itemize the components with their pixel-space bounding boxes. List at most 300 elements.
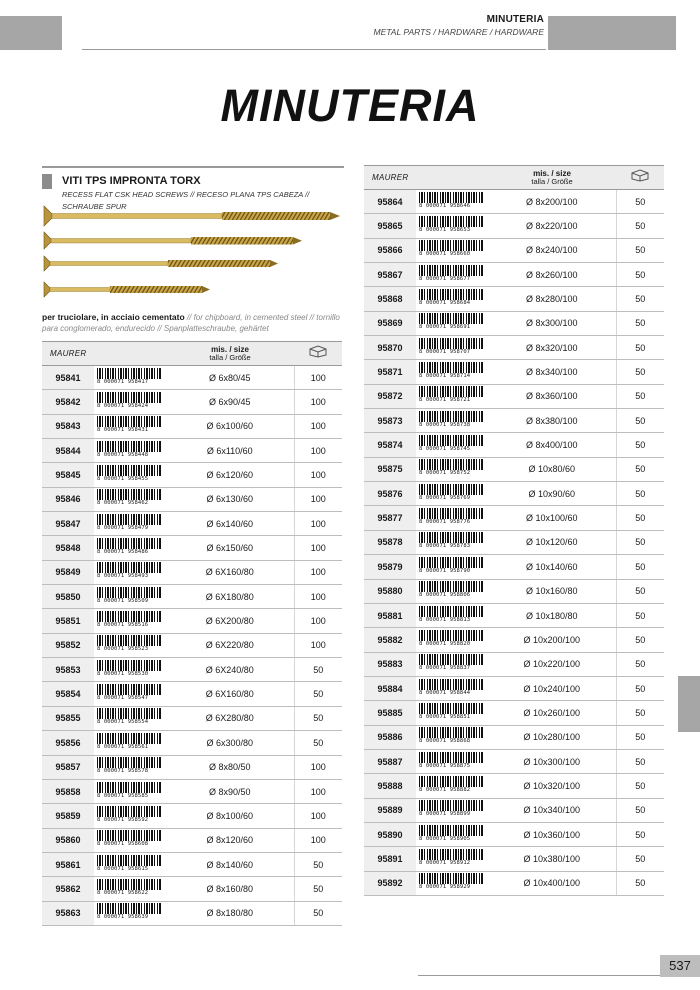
- barcode-number: 8 000071 958677: [419, 275, 471, 282]
- table-row: [42, 779, 342, 803]
- barcode-number: 8 000071 958547: [97, 695, 149, 702]
- brand-logo: MAURER: [364, 166, 416, 190]
- table-row: [364, 190, 664, 214]
- barcode-bars: [419, 727, 483, 738]
- barcode: [416, 311, 488, 335]
- pack-quantity: 50: [616, 725, 664, 749]
- product-code: 95870: [364, 336, 416, 360]
- barcode-bars: [97, 782, 161, 793]
- product-code: 95868: [364, 287, 416, 311]
- product-code: 95849: [42, 560, 94, 584]
- table-row: [42, 439, 342, 463]
- size-value: Ø 6x140/60: [166, 512, 294, 536]
- pack-quantity: 50: [616, 506, 664, 530]
- size-value: Ø 6X180/80: [166, 585, 294, 609]
- box-icon: [294, 342, 342, 366]
- size-value: Ø 10x220/100: [488, 652, 616, 676]
- pack-quantity: 50: [616, 871, 664, 895]
- size-value: Ø 10x360/100: [488, 822, 616, 846]
- size-value: Ø 8x360/100: [488, 384, 616, 408]
- barcode-bars: [97, 562, 161, 573]
- table-row: [364, 214, 664, 238]
- product-code: 95848: [42, 536, 94, 560]
- side-thumb-tab: [678, 676, 700, 732]
- barcode: [94, 536, 166, 560]
- product-code: 95877: [364, 506, 416, 530]
- product-code: 95851: [42, 609, 94, 633]
- table-row: [364, 457, 664, 481]
- pack-quantity: 100: [294, 366, 342, 390]
- table-row: [364, 433, 664, 457]
- barcode: [94, 731, 166, 755]
- barcode-number: 8 000071 958875: [419, 762, 471, 769]
- barcode-bars: [419, 873, 483, 884]
- table-row: [42, 585, 342, 609]
- pack-quantity: 50: [616, 457, 664, 481]
- size-header: [166, 342, 294, 366]
- size-value: Ø 8x340/100: [488, 360, 616, 384]
- pack-quantity: 50: [616, 579, 664, 603]
- size-value: Ø 10x200/100: [488, 628, 616, 652]
- barcode-bars: [97, 514, 161, 525]
- size-value: Ø 10x340/100: [488, 798, 616, 822]
- size-header: [488, 166, 616, 190]
- barcode: [416, 482, 488, 506]
- barcode-number: 8 000071 958882: [419, 786, 471, 793]
- table-row: [364, 360, 664, 384]
- product-code: 95862: [42, 877, 94, 901]
- barcode-bars: [419, 386, 483, 397]
- product-code: 95879: [364, 555, 416, 579]
- table-row: [364, 336, 664, 360]
- size-value: Ø 8x120/60: [166, 828, 294, 852]
- barcode-number: 8 000071 958844: [419, 689, 471, 696]
- table-row: [42, 512, 342, 536]
- product-code: 95854: [42, 682, 94, 706]
- pack-quantity: 50: [616, 190, 664, 214]
- barcode: [416, 214, 488, 238]
- table-header-row: [42, 342, 342, 366]
- pack-quantity: 50: [616, 822, 664, 846]
- size-value: Ø 6X160/80: [166, 682, 294, 706]
- product-code: 95875: [364, 457, 416, 481]
- barcode-number: 8 000071 958455: [97, 476, 149, 483]
- size-header-label: mis. / size: [211, 344, 249, 354]
- product-code: 95874: [364, 433, 416, 457]
- table-row: [364, 482, 664, 506]
- size-value: Ø 8x320/100: [488, 336, 616, 360]
- barcode-number: 8 000071 958721: [419, 397, 471, 404]
- pack-quantity: 50: [616, 603, 664, 627]
- barcode-bars: [419, 313, 483, 324]
- description-main: per truciolare, in acciaio cementato: [42, 312, 185, 322]
- barcode-bars: [97, 757, 161, 768]
- size-value: Ø 10x300/100: [488, 749, 616, 773]
- barcode: [94, 779, 166, 803]
- table-row: [42, 828, 342, 852]
- barcode: [416, 190, 488, 214]
- barcode-bars: [97, 416, 161, 427]
- header-tab-left: [0, 16, 62, 50]
- size-value: Ø 8x200/100: [488, 190, 616, 214]
- pack-quantity: 50: [616, 652, 664, 676]
- product-code: 95860: [42, 828, 94, 852]
- product-code: 95863: [42, 901, 94, 925]
- pack-quantity: 100: [294, 414, 342, 438]
- footer-divider: [418, 975, 660, 976]
- table-row: [364, 311, 664, 335]
- table-row: [364, 847, 664, 871]
- pack-quantity: 50: [616, 214, 664, 238]
- table-row: [42, 877, 342, 901]
- barcode: [416, 433, 488, 457]
- barcode: [416, 701, 488, 725]
- barcode-bars: [419, 240, 483, 251]
- table-row: [364, 676, 664, 700]
- barcode-number: 8 000071 958745: [419, 446, 471, 453]
- size-value: Ø 8x140/60: [166, 852, 294, 876]
- barcode-number: 8 000071 958707: [419, 348, 471, 355]
- size-value: Ø 10x240/100: [488, 676, 616, 700]
- barcode-bars: [419, 849, 483, 860]
- screws-image: [42, 202, 342, 310]
- barcode: [94, 755, 166, 779]
- product-code: 95880: [364, 579, 416, 603]
- product-code: 95864: [364, 190, 416, 214]
- barcode-bars: [419, 703, 483, 714]
- product-code: 95892: [364, 871, 416, 895]
- barcode-number: 8 000071 958813: [419, 616, 471, 623]
- barcode: [94, 877, 166, 901]
- barcode: [94, 463, 166, 487]
- size-value: Ø 8x180/80: [166, 901, 294, 925]
- product-code: 95852: [42, 633, 94, 657]
- barcode-bars: [97, 489, 161, 500]
- pack-quantity: 100: [294, 633, 342, 657]
- product-code: 95846: [42, 487, 94, 511]
- barcode: [94, 706, 166, 730]
- barcode-number: 8 000071 958905: [419, 835, 471, 842]
- barcode-bars: [419, 338, 483, 349]
- product-code: 95873: [364, 409, 416, 433]
- barcode: [94, 390, 166, 414]
- barcode-number: 8 000071 958622: [97, 889, 149, 896]
- barcode-bars: [97, 708, 161, 719]
- pack-quantity: 50: [616, 701, 664, 725]
- barcode: [416, 506, 488, 530]
- barcode-number: 8 000071 958646: [419, 202, 471, 209]
- pack-quantity: 50: [616, 336, 664, 360]
- product-code: 95855: [42, 706, 94, 730]
- product-code: 95882: [364, 628, 416, 652]
- pack-quantity: 50: [616, 384, 664, 408]
- pack-quantity: 50: [616, 238, 664, 262]
- product-code: 95844: [42, 439, 94, 463]
- barcode: [416, 287, 488, 311]
- barcode-number: 8 000071 958561: [97, 743, 149, 750]
- barcode-bars: [97, 733, 161, 744]
- screw-3: [44, 256, 278, 271]
- barcode-number: 8 000071 958837: [419, 665, 471, 672]
- table-row: [364, 603, 664, 627]
- barcode-number: 8 000071 958615: [97, 865, 149, 872]
- barcode-number: 8 000071 958493: [97, 573, 149, 580]
- size-value: Ø 8x160/80: [166, 877, 294, 901]
- barcode: [416, 555, 488, 579]
- barcode-number: 8 000071 958868: [419, 738, 471, 745]
- size-value: Ø 8x100/60: [166, 804, 294, 828]
- product-header-rule: [42, 166, 344, 168]
- size-value: Ø 6X160/80: [166, 560, 294, 584]
- barcode-bars: [419, 606, 483, 617]
- table-row: [364, 263, 664, 287]
- pack-quantity: 50: [616, 749, 664, 773]
- barcode-bars: [419, 557, 483, 568]
- table-row: [364, 725, 664, 749]
- screw-2: [44, 232, 302, 249]
- barcode: [94, 560, 166, 584]
- barcode-bars: [97, 635, 161, 646]
- size-value: Ø 10x400/100: [488, 871, 616, 895]
- barcode-bars: [419, 630, 483, 641]
- barcode-bars: [419, 484, 483, 495]
- barcode: [94, 682, 166, 706]
- barcode-number: 8 000071 958608: [97, 841, 149, 848]
- pack-quantity: 100: [294, 560, 342, 584]
- pack-quantity: 50: [616, 482, 664, 506]
- product-code: 95850: [42, 585, 94, 609]
- pack-quantity: 50: [616, 847, 664, 871]
- size-value: Ø 10x280/100: [488, 725, 616, 749]
- pack-quantity: 50: [616, 311, 664, 335]
- barcode: [416, 263, 488, 287]
- pack-quantity: 50: [294, 658, 342, 682]
- barcode: [94, 439, 166, 463]
- barcode: [94, 585, 166, 609]
- header-divider: [82, 49, 546, 50]
- product-code: 95871: [364, 360, 416, 384]
- barcode: [416, 798, 488, 822]
- table-row: [364, 238, 664, 262]
- barcode-bars: [97, 830, 161, 841]
- product-code: 95853: [42, 658, 94, 682]
- pack-quantity: 100: [294, 463, 342, 487]
- table-row: [364, 579, 664, 603]
- screw-4: [44, 282, 210, 297]
- barcode-bars: [419, 752, 483, 763]
- barcode: [94, 366, 166, 390]
- pack-quantity: 50: [616, 676, 664, 700]
- barcode-number: 8 000071 958684: [419, 300, 471, 307]
- product-code: 95847: [42, 512, 94, 536]
- product-code: 95885: [364, 701, 416, 725]
- barcode: [416, 579, 488, 603]
- pack-quantity: 100: [294, 390, 342, 414]
- table-row: [42, 731, 342, 755]
- size-value: Ø 6x300/80: [166, 731, 294, 755]
- pack-quantity: 100: [294, 779, 342, 803]
- barcode: [416, 336, 488, 360]
- size-value: Ø 6x130/60: [166, 487, 294, 511]
- barcode: [416, 360, 488, 384]
- table-row: [364, 287, 664, 311]
- product-name: VITI TPS IMPRONTA TORX: [62, 175, 201, 187]
- pack-quantity: 50: [294, 852, 342, 876]
- product-code: 95841: [42, 366, 94, 390]
- table-row: [364, 822, 664, 846]
- barcode-bars: [419, 216, 483, 227]
- pack-quantity: 100: [294, 609, 342, 633]
- barcode: [416, 725, 488, 749]
- barcode: [416, 676, 488, 700]
- barcode-number: 8 000071 958776: [419, 519, 471, 526]
- table-row: [42, 755, 342, 779]
- product-code: 95876: [364, 482, 416, 506]
- table-row: [364, 506, 664, 530]
- table-row: [364, 628, 664, 652]
- size-value: Ø 8x260/100: [488, 263, 616, 287]
- barcode-number: 8 000071 958660: [419, 251, 471, 258]
- barcode: [416, 822, 488, 846]
- table-row: [364, 652, 664, 676]
- barcode-number: 8 000071 958479: [97, 524, 149, 531]
- product-code: 95842: [42, 390, 94, 414]
- size-value: Ø 8x220/100: [488, 214, 616, 238]
- barcode-number: 8 000071 958530: [97, 670, 149, 677]
- barcode-number: 8 000071 958462: [97, 500, 149, 507]
- barcode-number: 8 000071 958639: [97, 914, 149, 921]
- size-value: Ø 8x300/100: [488, 311, 616, 335]
- barcode-number: 8 000071 958578: [97, 768, 149, 775]
- barcode-number: 8 000071 958509: [97, 597, 149, 604]
- barcode: [416, 384, 488, 408]
- barcode-number: 8 000071 958448: [97, 451, 149, 458]
- product-translations: RECESS FLAT CSK HEAD SCREWS // RECESO PLANA TPS CABEZA // SCHRAUBE SPUR: [62, 190, 310, 211]
- product-code: 95861: [42, 852, 94, 876]
- pack-quantity: 100: [294, 512, 342, 536]
- product-code: 95867: [364, 263, 416, 287]
- header-subtitle: METAL PARTS / HARDWARE / HARDWARE: [373, 27, 544, 37]
- size-value: Ø 10x100/60: [488, 506, 616, 530]
- product-code: 95856: [42, 731, 94, 755]
- barcode-number: 8 000071 958851: [419, 713, 471, 720]
- table-row: [42, 633, 342, 657]
- barcode-bars: [97, 684, 161, 695]
- size-value: Ø 10x90/60: [488, 482, 616, 506]
- table-header-row: [364, 166, 664, 190]
- barcode: [416, 628, 488, 652]
- size-value: Ø 6X220/80: [166, 633, 294, 657]
- barcode-bars: [419, 192, 483, 203]
- size-value: Ø 6x120/60: [166, 463, 294, 487]
- size-header-sub: talla / Größe: [209, 352, 251, 362]
- pack-quantity: 50: [616, 530, 664, 554]
- pack-quantity: 50: [294, 731, 342, 755]
- product-code: 95887: [364, 749, 416, 773]
- barcode-bars: [419, 800, 483, 811]
- product-table-left: [42, 341, 342, 926]
- barcode: [416, 530, 488, 554]
- size-value: Ø 6x90/45: [166, 390, 294, 414]
- barcode: [94, 828, 166, 852]
- barcode-bars: [419, 776, 483, 787]
- barcode-number: 8 000071 958523: [97, 646, 149, 653]
- barcode-bars: [97, 538, 161, 549]
- table-row: [42, 609, 342, 633]
- barcode-number: 8 000071 958554: [97, 719, 149, 726]
- header-tab-right: [548, 16, 676, 50]
- pack-quantity: 50: [616, 287, 664, 311]
- pack-quantity: 100: [294, 828, 342, 852]
- product-description: [42, 312, 342, 334]
- product-code: 95878: [364, 530, 416, 554]
- barcode-number: 8 000071 958912: [419, 859, 471, 866]
- brand-logo: MAURER: [42, 342, 94, 366]
- pack-quantity: 50: [616, 628, 664, 652]
- barcode: [94, 487, 166, 511]
- table-row: [42, 852, 342, 876]
- barcode-bars: [97, 392, 161, 403]
- pack-quantity: 100: [294, 804, 342, 828]
- pack-quantity: 50: [616, 774, 664, 798]
- barcode-bars: [97, 587, 161, 598]
- barcode: [94, 804, 166, 828]
- barcode-number: 8 000071 958653: [419, 227, 471, 234]
- barcode-bars: [419, 411, 483, 422]
- table-row: [42, 414, 342, 438]
- pack-quantity: 100: [294, 439, 342, 463]
- size-value: Ø 10x160/80: [488, 579, 616, 603]
- barcode: [416, 774, 488, 798]
- barcode-bars: [97, 855, 161, 866]
- product-code: 95884: [364, 676, 416, 700]
- barcode-number: 8 000071 958486: [97, 549, 149, 556]
- size-value: Ø 10x180/80: [488, 603, 616, 627]
- size-value: Ø 6x80/45: [166, 366, 294, 390]
- page-number: 537: [660, 955, 700, 977]
- size-header-sub: talla / Größe: [531, 176, 573, 186]
- pack-quantity: 100: [294, 585, 342, 609]
- barcode-number: 8 000071 958417: [97, 378, 149, 385]
- barcode-bars: [419, 679, 483, 690]
- barcode-number: 8 000071 958820: [419, 640, 471, 647]
- size-value: Ø 10x120/60: [488, 530, 616, 554]
- barcode-bars: [97, 903, 161, 914]
- product-code: 95890: [364, 822, 416, 846]
- barcode-bars: [419, 532, 483, 543]
- description-translations: // for chipboard, in cemented steel // tornillo para conglomerado, endurecido // Spanplatteschraube, gehärtet: [42, 313, 340, 333]
- barcode-number: 8 000071 958783: [419, 543, 471, 550]
- barcode: [416, 409, 488, 433]
- header-category: MINUTERIA: [486, 14, 544, 25]
- size-value: Ø 8x90/50: [166, 779, 294, 803]
- barcode-number: 8 000071 958899: [419, 811, 471, 818]
- barcode-bars: [419, 265, 483, 276]
- size-value: Ø 6X240/80: [166, 658, 294, 682]
- pack-quantity: 50: [616, 798, 664, 822]
- pack-quantity: 50: [616, 555, 664, 579]
- barcode-header: [94, 342, 166, 366]
- product-table-right: [364, 165, 664, 896]
- size-value: Ø 6x150/60: [166, 536, 294, 560]
- pack-quantity: 100: [294, 487, 342, 511]
- product-code: 95858: [42, 779, 94, 803]
- barcode-number: 8 000071 958769: [419, 494, 471, 501]
- table-row: [42, 366, 342, 390]
- table-row: [42, 463, 342, 487]
- size-value: Ø 6X280/80: [166, 706, 294, 730]
- barcode: [416, 457, 488, 481]
